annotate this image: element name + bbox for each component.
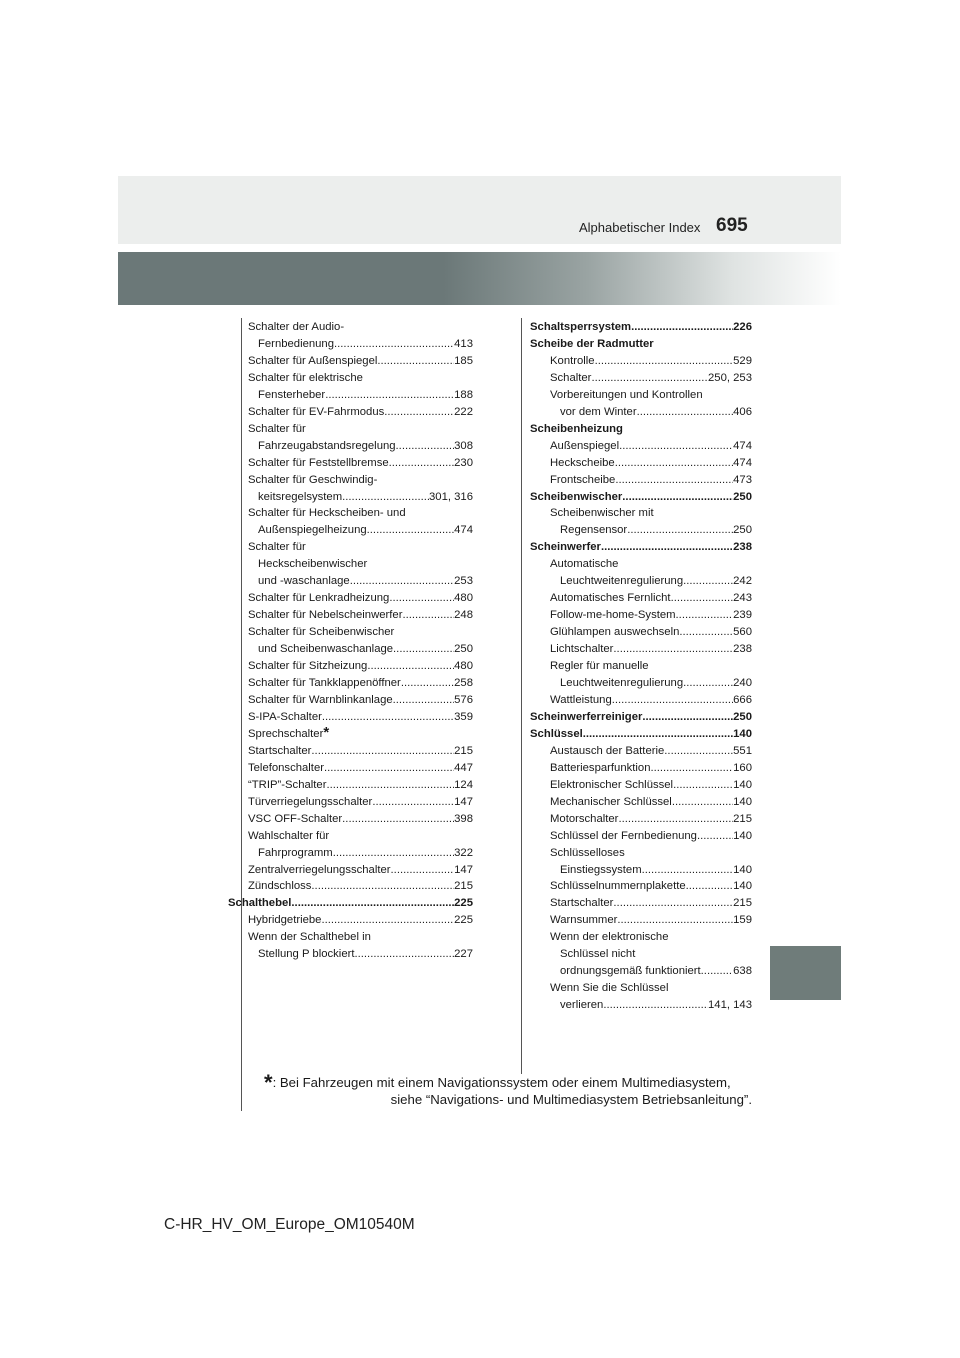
index-entry xyxy=(228,743,473,760)
entry-term: Schalter für Geschwindig- xyxy=(248,473,378,486)
entry-page: 480 xyxy=(454,592,473,605)
entry-term: Batteriesparfunktion xyxy=(550,761,651,774)
index-entry xyxy=(530,963,752,980)
index-entry xyxy=(228,946,473,963)
index-entry xyxy=(228,336,473,353)
index-entry xyxy=(228,590,473,607)
footnote-star: * xyxy=(264,1070,273,1095)
dot-leader xyxy=(631,319,733,336)
entry-term: Außenspiegel xyxy=(550,439,620,452)
entry-term: Schalthebel xyxy=(228,897,292,910)
dot-leader xyxy=(683,675,733,692)
index-entry xyxy=(228,472,473,489)
entry-page: 215 xyxy=(733,812,752,825)
index-entry xyxy=(228,777,473,794)
index-entry xyxy=(228,709,473,726)
dot-leader xyxy=(671,590,734,607)
index-entry xyxy=(228,404,473,421)
dot-leader xyxy=(389,590,454,607)
entry-term: Wenn der elektronische xyxy=(550,931,669,944)
dot-leader xyxy=(679,624,733,641)
entry-page: 551 xyxy=(733,744,752,757)
entry-term: Schalter xyxy=(550,371,592,384)
index-entry xyxy=(228,421,473,438)
entry-term: Automatische xyxy=(550,558,619,571)
entry-page: 308 xyxy=(454,439,473,452)
entry-page: 140 xyxy=(733,778,752,791)
index-entry xyxy=(530,387,752,404)
index-entry xyxy=(530,912,752,929)
dot-leader xyxy=(334,336,454,353)
index-entry xyxy=(228,641,473,658)
entry-term: verlieren xyxy=(560,999,604,1012)
index-entry xyxy=(530,336,752,353)
index-entry xyxy=(530,370,752,387)
page-number: 695 xyxy=(716,215,748,236)
entry-term: Fernbedienung xyxy=(258,337,335,350)
entry-page: 250 xyxy=(454,643,473,656)
entry-term: Schlüssel xyxy=(530,727,583,740)
entry-term: Austausch der Batterie xyxy=(550,744,665,757)
entry-page: 215 xyxy=(733,897,752,910)
entry-page: 406 xyxy=(733,405,752,418)
entry-term: Schalter für Scheibenwischer xyxy=(248,626,395,639)
entry-term: Zentralverriegelungsschalter xyxy=(248,863,391,876)
entry-term: Schlüsselnummernplakette xyxy=(550,880,686,893)
dot-leader xyxy=(650,760,733,777)
entry-term: Schalter für Außenspiegel xyxy=(248,354,378,367)
index-entry xyxy=(530,997,752,1014)
entry-term: Vorbereitungen und Kontrollen xyxy=(550,388,703,401)
index-entry xyxy=(530,438,752,455)
gradient-banner xyxy=(118,252,841,305)
entry-term: Fensterheber xyxy=(258,388,326,401)
index-entry xyxy=(530,472,752,489)
entry-page: 215 xyxy=(454,744,473,757)
entry-page: 638 xyxy=(733,965,752,978)
entry-term: Schalter der Audio- xyxy=(248,321,345,333)
index-entry xyxy=(530,980,752,997)
index-entry xyxy=(530,726,752,743)
index-entry xyxy=(530,760,752,777)
center-divider xyxy=(521,318,522,1074)
index-entry xyxy=(228,370,473,387)
entry-page: 160 xyxy=(733,761,752,774)
dot-leader xyxy=(326,777,454,794)
entry-term: Leuchtweitenregulierung xyxy=(560,677,684,690)
index-entry xyxy=(228,353,473,370)
entry-term: Schalter für xyxy=(248,541,306,554)
footnote-line-2: siehe “Navigations- und Multimediasystem Betriebsanleitung”. xyxy=(390,1092,752,1107)
entry-term: Wattleistung xyxy=(550,693,612,706)
entry-term: Schalter für Sitzheizung xyxy=(248,660,368,673)
entry-page: 185 xyxy=(454,354,473,367)
entry-page: 248 xyxy=(454,609,473,622)
entry-page: 222 xyxy=(454,405,473,418)
dot-leader xyxy=(612,692,733,709)
entry-term: Hybridgetriebe xyxy=(248,914,322,927)
entry-page: 215 xyxy=(454,880,473,893)
entry-page: 322 xyxy=(454,846,473,859)
index-entry xyxy=(228,505,473,522)
index-entry xyxy=(530,675,752,692)
entry-page: 230 xyxy=(454,456,473,469)
entry-term: Wahlschalter für xyxy=(248,829,330,842)
entry-term: und -waschanlage xyxy=(258,575,350,588)
dot-leader xyxy=(642,862,734,879)
index-entry xyxy=(530,505,752,522)
entry-term: S-IPA-Schalter xyxy=(248,710,322,723)
entry-term: Außenspiegelheizung xyxy=(258,524,367,537)
entry-term: Schalter für Tankklappenöffner xyxy=(248,677,401,690)
dot-leader xyxy=(322,709,454,726)
entry-page: 188 xyxy=(454,388,473,401)
dot-leader xyxy=(676,607,734,624)
index-entry xyxy=(530,539,752,556)
entry-term: vor dem Winter xyxy=(560,405,637,418)
entry-page: 447 xyxy=(454,761,473,774)
entry-page: 238 xyxy=(733,541,752,554)
entry-page: 227 xyxy=(454,948,473,961)
dot-leader xyxy=(324,760,454,777)
index-entry xyxy=(530,455,752,472)
index-entry xyxy=(530,556,752,573)
dot-leader xyxy=(384,404,454,421)
entry-page: 576 xyxy=(454,693,473,706)
dot-leader xyxy=(377,353,454,370)
entry-term: Scheinwerferreiniger xyxy=(530,710,643,723)
dot-leader xyxy=(291,895,454,912)
section-title: Alphabetischer Index xyxy=(579,220,701,235)
entry-page: 398 xyxy=(454,812,473,825)
index-entry xyxy=(228,438,473,455)
entry-term: Automatisches Fernlicht xyxy=(550,592,671,605)
index-entry xyxy=(228,862,473,879)
index-entry xyxy=(530,811,752,828)
entry-term: Regler für manuelle xyxy=(550,660,649,673)
dot-leader xyxy=(325,387,454,404)
entry-term: Mechanischer Schlüssel xyxy=(550,795,672,808)
entry-term: Schalter für Feststellbremse xyxy=(248,456,389,469)
index-entry xyxy=(228,895,473,912)
index-entry xyxy=(530,573,752,590)
dot-leader xyxy=(396,438,455,455)
section-tab xyxy=(770,946,841,1000)
footnote-line-1: : Bei Fahrzeugen mit einem Navigationssystem oder einem Multimediasystem, xyxy=(272,1075,731,1090)
dot-leader xyxy=(672,794,733,811)
index-entry xyxy=(228,319,473,336)
entry-term: Fahrprogramm xyxy=(258,846,333,859)
index-column-left xyxy=(228,319,473,963)
entry-term: Schlüssel der Fernbedienung xyxy=(550,829,697,842)
entry-page: 250 xyxy=(733,490,752,503)
index-entry xyxy=(228,675,473,692)
index-column-right xyxy=(530,319,752,1014)
index-entry xyxy=(530,421,752,438)
entry-page: 560 xyxy=(733,626,752,639)
dot-leader xyxy=(642,709,733,726)
index-entry xyxy=(228,845,473,862)
entry-term: Wenn Sie die Schlüssel xyxy=(550,982,669,995)
entry-page: 250 xyxy=(733,710,752,723)
entry-page: 140 xyxy=(733,880,752,893)
dot-leader xyxy=(321,912,454,929)
dot-leader xyxy=(615,472,733,489)
entry-term: Schalter für xyxy=(248,422,306,435)
dot-leader xyxy=(697,828,733,845)
document-id: C-HR_HV_OM_Europe_OM10540M xyxy=(164,1216,415,1233)
entry-term: Scheinwerfer xyxy=(530,541,601,554)
entry-page: 147 xyxy=(454,863,473,876)
entry-term: Einstiegssystem xyxy=(560,863,642,876)
entry-page: 140 xyxy=(733,863,752,876)
entry-term: Heckscheibenwischer xyxy=(258,558,368,571)
dot-leader xyxy=(613,895,733,912)
entry-term: Fahrzeugabstandsregelung xyxy=(258,439,396,452)
index-entry xyxy=(530,777,752,794)
entry-term: Schalter für elektrische xyxy=(248,371,363,384)
entry-term: Regensensor xyxy=(560,524,628,537)
index-entry xyxy=(530,946,752,963)
entry-page: 243 xyxy=(733,592,752,605)
entry-page: 140 xyxy=(733,795,752,808)
index-entry xyxy=(530,404,752,421)
entry-page: 473 xyxy=(733,473,752,486)
index-entry xyxy=(530,522,752,539)
index-entry xyxy=(228,811,473,828)
dot-leader xyxy=(618,811,733,828)
index-entry xyxy=(530,794,752,811)
dot-leader xyxy=(603,997,708,1014)
index-entry xyxy=(530,658,752,675)
index-entry xyxy=(228,573,473,590)
dot-leader xyxy=(617,912,733,929)
footnote xyxy=(264,1070,752,1108)
dot-leader xyxy=(601,539,733,556)
index-entry xyxy=(530,862,752,879)
entry-page: 225 xyxy=(454,897,473,910)
index-entry xyxy=(228,692,473,709)
index-entry xyxy=(228,878,473,895)
index-entry xyxy=(228,455,473,472)
index-entry xyxy=(530,624,752,641)
dot-leader xyxy=(673,777,733,794)
entry-page: 666 xyxy=(733,693,752,706)
dot-leader xyxy=(372,794,454,811)
entry-term: Scheibe der Radmutter xyxy=(530,337,654,350)
entry-term: Schalter für EV-Fahrmodus xyxy=(248,405,385,418)
entry-term: Startschalter xyxy=(550,897,614,910)
entry-page: 159 xyxy=(733,914,752,927)
index-entry xyxy=(228,658,473,675)
dot-leader xyxy=(311,878,454,895)
entry-page: 147 xyxy=(454,795,473,808)
entry-page: 239 xyxy=(733,609,752,622)
entry-page: 124 xyxy=(454,778,473,791)
index-entry xyxy=(530,641,752,658)
index-entry xyxy=(530,692,752,709)
entry-term: Lichtschalter xyxy=(550,643,614,656)
entry-term: Heckscheibe xyxy=(550,456,615,469)
index-entry xyxy=(228,607,473,624)
entry-term: Schalter für Nebelscheinwerfer xyxy=(248,609,403,622)
entry-term: Leuchtweitenregulierung xyxy=(560,575,684,588)
entry-term: Schalter für Lenkradheizung xyxy=(248,592,390,605)
entry-term: Sprechschalter xyxy=(248,727,324,740)
entry-term: Frontscheibe xyxy=(550,473,616,486)
dot-leader xyxy=(622,489,733,506)
entry-page: 140 xyxy=(733,727,752,740)
entry-term: “TRIP”-Schalter xyxy=(248,778,327,791)
index-entry xyxy=(530,319,752,336)
dot-leader xyxy=(402,607,454,624)
dot-leader xyxy=(683,573,733,590)
entry-term: Zündschloss xyxy=(248,880,312,893)
index-entry xyxy=(228,489,473,506)
dot-leader xyxy=(615,455,733,472)
entry-term: Kontrolle xyxy=(550,354,595,367)
entry-term: Schalter für Heckscheiben- und xyxy=(248,507,406,520)
entry-page: 258 xyxy=(454,677,473,690)
index-entry xyxy=(530,743,752,760)
dot-leader xyxy=(637,404,734,421)
index-entry xyxy=(228,929,473,946)
entry-page: 253 xyxy=(454,575,473,588)
dot-leader xyxy=(664,743,733,760)
entry-page: 250, 253 xyxy=(708,371,752,384)
dot-leader xyxy=(701,963,733,980)
entry-page: 413 xyxy=(454,337,473,350)
dot-leader xyxy=(389,455,455,472)
entry-term: VSC OFF-Schalter xyxy=(248,812,343,825)
entry-page: 240 xyxy=(733,677,752,690)
entry-page: 529 xyxy=(733,354,752,367)
dot-leader xyxy=(367,658,454,675)
entry-page: 238 xyxy=(733,643,752,656)
dot-leader xyxy=(401,675,454,692)
entry-page: 480 xyxy=(454,660,473,673)
dot-leader xyxy=(613,641,733,658)
entry-page: 242 xyxy=(733,575,752,588)
index-entry xyxy=(530,828,752,845)
entry-term: keitsregelsystem xyxy=(258,490,343,503)
entry-term: Scheibenheizung xyxy=(530,422,623,435)
entry-page: 226 xyxy=(733,321,752,333)
entry-term: Telefonschalter xyxy=(248,761,324,774)
dot-leader xyxy=(595,353,734,370)
dot-leader xyxy=(591,370,708,387)
entry-term: Türverriegelungsschalter xyxy=(248,795,373,808)
entry-page: 225 xyxy=(454,914,473,927)
entry-term: Motorschalter xyxy=(550,812,619,825)
dot-leader xyxy=(686,878,734,895)
index-entry xyxy=(530,895,752,912)
entry-term: Follow-me-home-System xyxy=(550,609,676,622)
dot-leader xyxy=(367,522,454,539)
index-entry xyxy=(530,353,752,370)
entry-page: 474 xyxy=(733,456,752,469)
entry-term: Schaltsperrsystem xyxy=(530,321,632,333)
index-entry xyxy=(530,590,752,607)
entry-term: Wenn der Schalthebel in xyxy=(248,931,371,944)
entry-term: Schlüsselloses xyxy=(550,846,625,859)
index-entry xyxy=(530,878,752,895)
entry-term: Elektronischer Schlüssel xyxy=(550,778,674,791)
dot-leader xyxy=(627,522,733,539)
index-entry xyxy=(530,929,752,946)
index-entry xyxy=(530,489,752,506)
entry-term: und Scheibenwaschanlage xyxy=(258,643,394,656)
index-entry xyxy=(228,760,473,777)
dot-leader xyxy=(393,641,454,658)
index-entry: Sprechschalter * xyxy=(248,723,330,741)
entry-page: 250 xyxy=(733,524,752,537)
index-entry xyxy=(228,539,473,556)
dot-leader xyxy=(311,743,454,760)
entry-page: 359 xyxy=(454,710,473,723)
dot-leader xyxy=(342,489,429,506)
index-entry xyxy=(228,912,473,929)
index-entry xyxy=(228,828,473,845)
entry-term: Schlüssel nicht xyxy=(560,948,636,961)
entry-term: Scheibenwischer mit xyxy=(550,507,654,520)
entry-term: Scheibenwischer xyxy=(530,490,623,503)
entry-page: 301, 316 xyxy=(429,490,473,503)
entry-page: 474 xyxy=(454,524,473,537)
entry-term: Startschalter xyxy=(248,744,312,757)
entry-term: Warnsummer xyxy=(550,914,618,927)
entry-term: Schalter für Warnblinkanlage xyxy=(248,693,393,706)
entry-term: ordnungsgemäß funktioniert xyxy=(560,965,701,978)
entry-term: Stellung P blockiert xyxy=(258,948,355,961)
entry-term: Glühlampen auswechseln xyxy=(550,626,680,639)
entry-page: 140 xyxy=(733,829,752,842)
index-entry xyxy=(228,522,473,539)
entry-page: 141, 143 xyxy=(708,999,752,1012)
index-entry xyxy=(228,794,473,811)
dot-leader xyxy=(583,726,733,743)
dot-leader xyxy=(333,845,454,862)
index-entry xyxy=(228,624,473,641)
dot-leader xyxy=(350,573,454,590)
dot-leader xyxy=(342,811,454,828)
dot-leader xyxy=(619,438,733,455)
entry-page: 474 xyxy=(733,439,752,452)
index-entry xyxy=(228,556,473,573)
index-entry xyxy=(228,387,473,404)
dot-leader xyxy=(391,862,455,879)
dot-leader xyxy=(393,692,455,709)
dot-leader xyxy=(355,946,455,963)
index-entry xyxy=(530,607,752,624)
index-entry xyxy=(530,845,752,862)
index-entry xyxy=(530,709,752,726)
